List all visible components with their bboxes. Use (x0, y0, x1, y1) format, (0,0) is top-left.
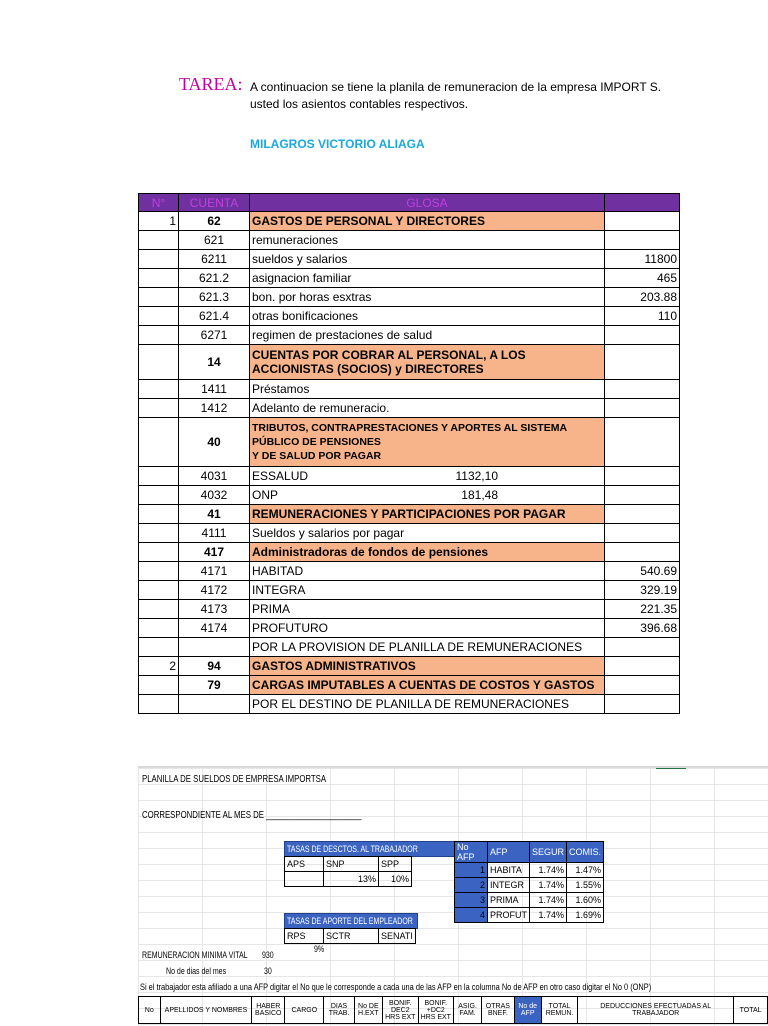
ledger-amount: 396.68 (605, 619, 680, 638)
task-label: TAREA: (179, 74, 243, 94)
ledger-account-code: 41 (179, 505, 250, 524)
afp-cell: INTEGR (488, 878, 530, 893)
afp-table (454, 841, 604, 923)
ledger-gloss: asignacion familiar (250, 269, 605, 288)
afp-cell: 3 (455, 893, 488, 908)
days-value: 30 (264, 966, 272, 976)
payroll-column-header: TOTAL REMUN. (541, 997, 577, 1024)
ledger-account-code: 62 (179, 212, 250, 231)
ledger-amount (605, 326, 680, 345)
ledger-account-code: 621 (179, 231, 250, 250)
ledger-row-number (139, 581, 179, 600)
ledger-gloss: PRIMA (250, 600, 605, 619)
ledger-amount (605, 486, 680, 505)
ledger-gloss: remuneraciones (250, 231, 605, 250)
ledger-amount: 110 (605, 307, 680, 326)
ledger-row (139, 657, 680, 676)
ledger-row (139, 307, 680, 326)
ledger-row-number (139, 250, 179, 269)
payroll-column-header: TOTAL (734, 997, 768, 1024)
afp-cell: 1.74% (530, 878, 567, 893)
header-number: N° (139, 194, 179, 212)
ledger-gloss-text: ONP (252, 488, 279, 502)
ledger-row-number (139, 399, 179, 418)
ledger-amount (605, 543, 680, 562)
ledger-row-number (139, 619, 179, 638)
afp-cell: PROFUT (488, 908, 530, 923)
ledger-gloss: bon. por horas esxtras (250, 288, 605, 307)
ledger-amount: 540.69 (605, 562, 680, 581)
author-name: MILAGROS VICTORIO ALIAGA (250, 137, 425, 151)
ledger-account-code: 621.3 (179, 288, 250, 307)
ledger-account-code: 4111 (179, 524, 250, 543)
ledger-gloss: Préstamos (250, 380, 605, 399)
ledger-row-number (139, 600, 179, 619)
afp-header: No AFP (455, 842, 488, 863)
ledger-amount: 221.35 (605, 600, 680, 619)
afp-cell: 1.60% (567, 893, 604, 908)
ledger-amount: 203.88 (605, 288, 680, 307)
ledger-row-number (139, 638, 179, 657)
employer-rps-value: 9% (314, 944, 325, 954)
ledger-row (139, 345, 680, 380)
ledger-row-number (139, 467, 179, 486)
rate-value: 10% (379, 872, 412, 887)
ledger-row-number (139, 562, 179, 581)
ledger-account-code: 4032 (179, 486, 250, 505)
ledger-account-code: 417 (179, 543, 250, 562)
ledger-row (139, 695, 680, 714)
ledger-inline-value: 1132,10 (455, 469, 498, 483)
min-wage-value: 930 (262, 950, 274, 960)
ledger-account-code: 40 (179, 418, 250, 467)
ledger-account-code: 4171 (179, 562, 250, 581)
ledger-gloss: regimen de prestaciones de salud (250, 326, 605, 345)
ledger-row-number (139, 345, 179, 380)
ledger-gloss: otras bonificaciones (250, 307, 605, 326)
ledger-row (139, 619, 680, 638)
selected-cell-indicator (656, 766, 686, 769)
ledger-gloss: POR LA PROVISION DE PLANILLA DE REMUNERACIONES (250, 638, 605, 657)
ledger-row (139, 524, 680, 543)
ledger-gloss: Adelanto de remuneracio. (250, 399, 605, 418)
ledger-amount (605, 212, 680, 231)
ledger-row-number (139, 418, 179, 467)
worker-rates-title: TASAS DE DESCTOS. AL TRABAJADOR (284, 841, 458, 857)
ledger-row-number (139, 326, 179, 345)
ledger-account-code: 94 (179, 657, 250, 676)
employer-rates-title: TASAS DE APORTE DEL EMPLEADOR (284, 913, 418, 929)
afp-row (455, 863, 604, 878)
afp-cell: 1.55% (567, 878, 604, 893)
ledger-amount (605, 399, 680, 418)
ledger-gloss-text: ESSALUD (252, 469, 309, 483)
header-amount (605, 194, 680, 212)
afp-cell: 1.69% (567, 908, 604, 923)
ledger-amount (605, 524, 680, 543)
ledger-amount (605, 231, 680, 250)
ledger-account-code: 14 (179, 345, 250, 380)
ledger-amount (605, 467, 680, 486)
ledger-row (139, 562, 680, 581)
ledger-gloss (250, 467, 605, 486)
ledger-row-number (139, 695, 179, 714)
ledger-row (139, 676, 680, 695)
ledger-amount (605, 657, 680, 676)
ledger-gloss: GASTOS ADMINISTRATIVOS (250, 657, 605, 676)
payroll-column-header: BONIF. +DC2 HRS EXT (418, 997, 453, 1024)
ledger-inline-value: 181,48 (461, 488, 498, 502)
header-account: CUENTA (179, 194, 250, 212)
ledger-row-number (139, 307, 179, 326)
ledger-row (139, 418, 680, 467)
ledger-amount (605, 695, 680, 714)
ledger-row (139, 505, 680, 524)
ledger-account-code: 79 (179, 676, 250, 695)
ledger-gloss: HABITAD (250, 562, 605, 581)
ledger-gloss: POR EL DESTINO DE PLANILLA DE REMUNERACIONES (250, 695, 605, 714)
header-gloss: GLOSA (250, 194, 605, 212)
afp-header: SEGUR (530, 842, 567, 863)
ledger-account-code (179, 695, 250, 714)
ledger-account-code: 6271 (179, 326, 250, 345)
sheet-title: PLANILLA DE SUELDOS DE EMPRESA IMPORTSA (142, 774, 327, 785)
ledger-gloss: CUENTAS POR COBRAR AL PERSONAL, A LOS ACCIONISTAS (SOCIOS) y DIRECTORES (250, 345, 605, 380)
ledger-amount: 11800 (605, 250, 680, 269)
ledger-row (139, 399, 680, 418)
instruction-text: Si el trabajador esta afiliado a una AFP digitar el No que le corresponde a cada una de las AFP en la columna No de AFP en otro caso digitar el No 0 (ONP) (140, 982, 652, 993)
rate-label: SNP (324, 857, 379, 872)
payroll-header-table (138, 996, 768, 1024)
ledger-row (139, 467, 680, 486)
employer-rates-table (284, 928, 416, 944)
afp-cell: 1 (455, 863, 488, 878)
ledger-gloss: REMUNERACIONES Y PARTICIPACIONES POR PAGAR (250, 505, 605, 524)
ledger-row (139, 250, 680, 269)
ledger-account-code (179, 638, 250, 657)
rate-label: APS (285, 857, 324, 872)
ledger-row-number (139, 231, 179, 250)
ledger-row (139, 543, 680, 562)
afp-row (455, 878, 604, 893)
payroll-column-header: APELLIDOS Y NOMBRES (160, 997, 252, 1024)
rate-label: RPS (285, 929, 324, 944)
ledger-gloss: Sueldos y salarios por pagar (250, 524, 605, 543)
ledger-row-number (139, 524, 179, 543)
ledger-account-code: 4172 (179, 581, 250, 600)
afp-cell: 1.74% (530, 893, 567, 908)
payroll-column-header: No DE H.EXT (354, 997, 382, 1024)
ledger-row (139, 486, 680, 505)
ledger-row-number: 1 (139, 212, 179, 231)
afp-cell: 2 (455, 878, 488, 893)
ledger-row (139, 269, 680, 288)
ledger-table (138, 193, 680, 714)
payroll-column-header: No (139, 997, 161, 1024)
afp-row (455, 893, 604, 908)
ledger-row (139, 581, 680, 600)
ledger-row-number (139, 486, 179, 505)
rate-label: SENATI (379, 929, 416, 944)
min-wage-label: REMUNERACION MINIMA VITAL (142, 950, 248, 960)
sheet-month-label: CORRESPONDIENTE AL MES DE ______________________ (142, 810, 362, 821)
ledger-row-number (139, 543, 179, 562)
rate-value (285, 872, 324, 887)
payroll-column-header: HABER BASICO (252, 997, 285, 1024)
afp-cell: 1.47% (567, 863, 604, 878)
ledger-row (139, 600, 680, 619)
afp-cell: 1.74% (530, 863, 567, 878)
ledger-amount (605, 505, 680, 524)
ledger-account-code: 621.2 (179, 269, 250, 288)
ledger-amount (605, 380, 680, 399)
ledger-row-number (139, 288, 179, 307)
ledger-row (139, 638, 680, 657)
ledger-gloss: GASTOS DE PERSONAL Y DIRECTORES (250, 212, 605, 231)
ledger-amount (605, 638, 680, 657)
ledger-row (139, 326, 680, 345)
payroll-column-header: ASIG. FAM. (454, 997, 482, 1024)
ledger-account-code: 1411 (179, 380, 250, 399)
ledger-row-number (139, 380, 179, 399)
payroll-column-header: CARGO (285, 997, 324, 1024)
ledger-gloss (250, 486, 605, 505)
ledger-account-code: 6211 (179, 250, 250, 269)
days-label: No de dias del mes (166, 966, 227, 976)
afp-header: AFP (488, 842, 530, 863)
ledger-row (139, 231, 680, 250)
payroll-column-header: DEDUCCIONES EFECTUADAS AL TRABAJADOR (578, 997, 734, 1024)
ledger-row-number (139, 269, 179, 288)
payroll-column-header: DIAS TRAB. (324, 997, 354, 1024)
afp-header: COMIS. (567, 842, 604, 863)
ledger-gloss: INTEGRA (250, 581, 605, 600)
payroll-column-header: No de AFP (514, 997, 541, 1024)
ledger-row (139, 212, 680, 231)
ledger-account-code: 4031 (179, 467, 250, 486)
afp-cell: PRIMA (488, 893, 530, 908)
rate-value: 13% (324, 872, 379, 887)
ledger-body (139, 212, 680, 714)
ledger-row-number (139, 676, 179, 695)
afp-cell: 4 (455, 908, 488, 923)
ledger-gloss: TRIBUTOS, CONTRAPRESTACIONES Y APORTES AL SISTEMA PÚBLICO DE PENSIONES Y DE SALUD POR PAGAR (250, 418, 605, 467)
ledger-amount: 329.19 (605, 581, 680, 600)
task-text: A continuacion se tiene la planila de remuneracion de la empresa IMPORT S. usted los asientos contables respectivos. (250, 80, 662, 111)
ledger-gloss: CARGAS IMPUTABLES A CUENTAS DE COSTOS Y GASTOS (250, 676, 605, 695)
ledger-row-number (139, 505, 179, 524)
ledger-amount (605, 345, 680, 380)
ledger-amount: 465 (605, 269, 680, 288)
worker-rates-table (284, 856, 412, 887)
ledger-amount (605, 676, 680, 695)
ledger-account-code: 1412 (179, 399, 250, 418)
payroll-column-header: BONIF. DEC2 HRS EXT (383, 997, 418, 1024)
afp-row (455, 908, 604, 923)
afp-cell: HABITA (488, 863, 530, 878)
afp-cell: 1.74% (530, 908, 567, 923)
payroll-column-header: OTRAS BNEF. (482, 997, 514, 1024)
rate-label: SCTR (324, 929, 379, 944)
ledger-account-code: 4174 (179, 619, 250, 638)
spreadsheet-preview (138, 766, 768, 1026)
rate-label: SPP (379, 857, 412, 872)
ledger-row (139, 288, 680, 307)
ledger-row-number: 2 (139, 657, 179, 676)
ledger-row (139, 380, 680, 399)
ledger-gloss: PROFUTURO (250, 619, 605, 638)
ledger-account-code: 4173 (179, 600, 250, 619)
ledger-gloss: Administradoras de fondos de pensiones (250, 543, 605, 562)
ledger-account-code: 621.4 (179, 307, 250, 326)
ledger-amount (605, 418, 680, 467)
ledger-gloss: sueldos y salarios (250, 250, 605, 269)
